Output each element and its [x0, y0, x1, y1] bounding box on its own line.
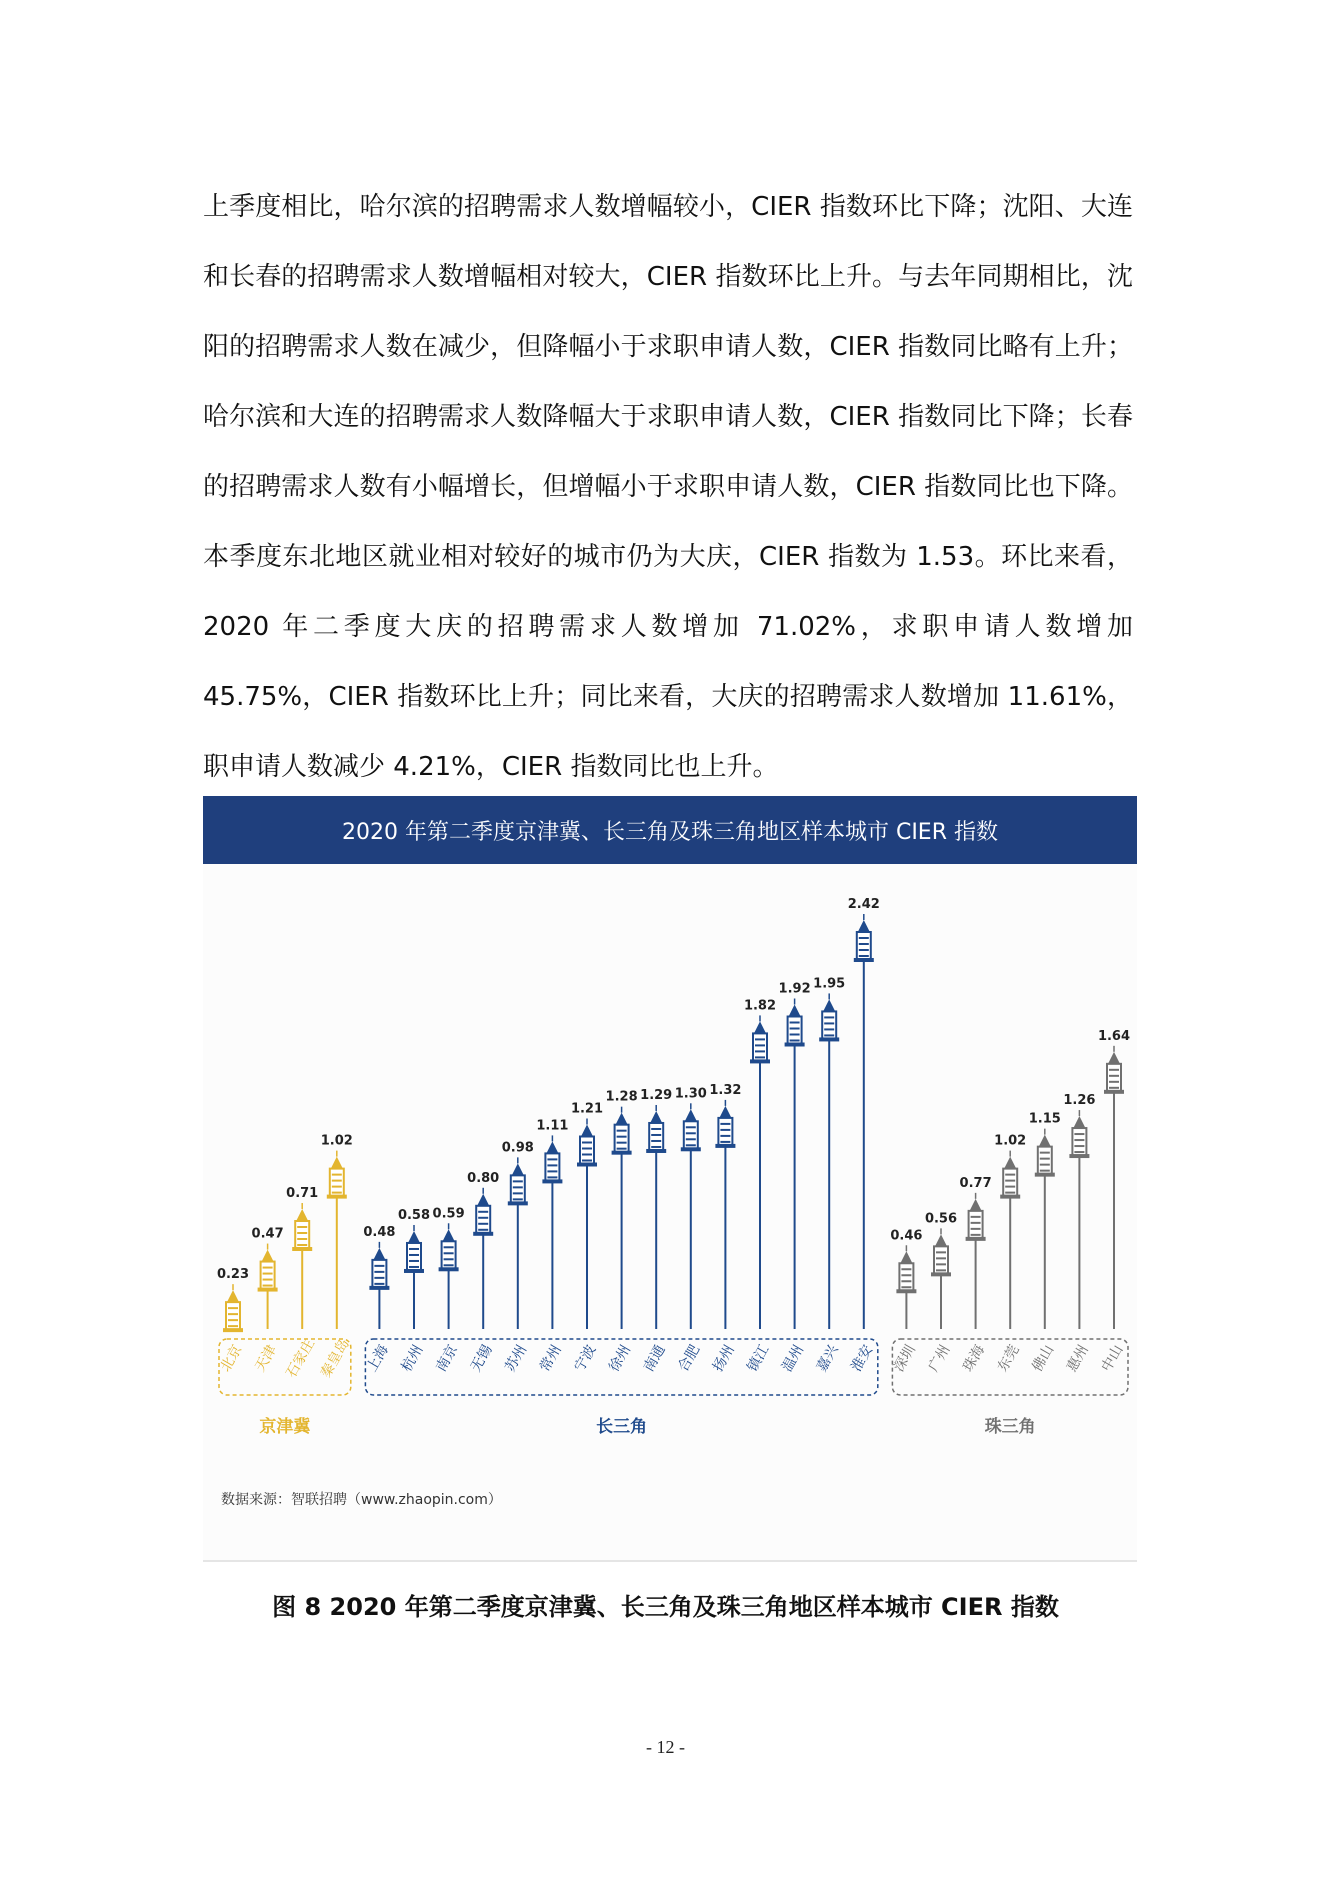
bar-base	[646, 1149, 666, 1153]
bar-base	[292, 1247, 312, 1251]
category-label: 常州	[537, 1342, 565, 1375]
value-label: 0.46	[890, 1228, 923, 1244]
page-number: - 12 -	[646, 1737, 685, 1757]
bar-base	[966, 1237, 986, 1241]
category-label: 广州	[925, 1342, 954, 1375]
bar-base	[258, 1288, 278, 1292]
value-label: 1.28	[605, 1089, 638, 1105]
value-label: 1.02	[994, 1133, 1027, 1149]
bar-base	[542, 1179, 562, 1183]
category-label: 徐州	[606, 1342, 635, 1375]
group-label: 长三角	[596, 1417, 648, 1437]
bar-base	[750, 1059, 770, 1063]
bar-base	[854, 958, 874, 962]
bar-base	[1000, 1195, 1020, 1199]
body-paragraph	[203, 172, 1133, 802]
value-label: 1.92	[778, 981, 811, 997]
bar-base	[223, 1328, 243, 1332]
bar-base	[715, 1144, 735, 1148]
value-label: 0.59	[432, 1206, 465, 1222]
category-label: 惠州	[1064, 1342, 1092, 1375]
value-label: 1.64	[1097, 1028, 1131, 1044]
category-label: 中山	[1098, 1342, 1127, 1375]
category-label: 东莞	[994, 1342, 1023, 1375]
bar-base	[1035, 1173, 1055, 1177]
bar-base	[369, 1286, 389, 1290]
figure-caption: 图 8 2020 年第二季度京津冀、长三角及珠三角地区样本城市 CIER 指数	[272, 1593, 1059, 1621]
bar-base	[404, 1269, 424, 1273]
bar-base	[439, 1267, 459, 1271]
category-label: 镇江	[744, 1342, 773, 1375]
value-label: 0.23	[216, 1267, 250, 1283]
category-label: 杭州	[398, 1342, 427, 1375]
value-label: 1.02	[320, 1133, 353, 1149]
value-label: 1.95	[813, 976, 846, 992]
bar-base	[577, 1163, 597, 1167]
value-label: 1.82	[743, 998, 777, 1014]
category-label: 佛山	[1029, 1342, 1058, 1375]
value-label: 0.80	[467, 1170, 500, 1186]
category-label: 石家庄	[283, 1336, 319, 1381]
value-label: 1.15	[1028, 1111, 1061, 1127]
source-note: 数据来源：智联招聘（www.zhaopin.com）	[221, 1492, 502, 1508]
category-label: 秦皇岛	[317, 1336, 353, 1381]
value-label: 1.30	[674, 1086, 707, 1102]
category-label: 珠海	[960, 1342, 989, 1375]
category-label: 苏州	[502, 1342, 531, 1375]
cier-chart	[203, 796, 1137, 1568]
category-label: 嘉兴	[813, 1342, 842, 1375]
bar-base	[1104, 1090, 1124, 1094]
bar-base	[819, 1037, 839, 1041]
bar-base	[896, 1289, 916, 1293]
value-label: 1.21	[570, 1101, 604, 1117]
chart-figure	[203, 796, 1137, 1568]
bar-base	[785, 1043, 805, 1047]
value-label: 1.26	[1063, 1093, 1096, 1109]
category-label: 合肥	[675, 1342, 704, 1375]
value-label: 0.56	[924, 1211, 958, 1227]
bar-base	[931, 1272, 951, 1276]
group-label: 珠三角	[984, 1417, 1036, 1437]
category-label: 淮安	[848, 1342, 877, 1375]
bar-base	[473, 1232, 493, 1236]
bar-base	[508, 1201, 528, 1205]
value-label: 2.42	[847, 897, 880, 912]
value-label: 0.77	[959, 1175, 992, 1191]
value-label: 1.32	[709, 1082, 742, 1098]
category-label: 天津	[252, 1342, 281, 1375]
category-label: 宁波	[571, 1342, 600, 1375]
value-label: 0.98	[501, 1140, 534, 1156]
category-label: 深圳	[891, 1342, 919, 1375]
category-label: 南京	[433, 1342, 462, 1375]
value-label: 0.48	[363, 1224, 396, 1240]
value-label: 0.47	[251, 1226, 284, 1242]
group-label: 京津冀	[259, 1417, 311, 1437]
value-label: 0.71	[286, 1186, 319, 1202]
bar-base	[681, 1147, 701, 1151]
category-label: 扬州	[710, 1342, 738, 1375]
value-label: 0.58	[397, 1207, 431, 1223]
bar-base	[327, 1195, 347, 1199]
category-label: 上海	[364, 1342, 392, 1375]
category-label: 温州	[779, 1342, 808, 1375]
body-text: 上季度相比，哈尔滨的招聘需求人数增幅较小，CIER 指数环比下降；沈阳、大连和长春的招聘需求人数增幅相对较大，CIER 指数环比上升。与去年同期相比，沈阳的招聘需求人数在减少，但降幅小于求职申请人数，CIER 指数同比略有上升；哈尔滨和大连的招聘需求人数降幅大于求职申请人数，CIER 指数同比下降；长春的招聘需求人数有小幅增长，但增幅小于求职申请人数，CIER 指数同比也下降。本季度东北地区就业相对较好的城市仍为大庆，CIER 指数为 1.53。环比来看，2020 年二季度大庆的招聘需求人数增加 71.02%，求职申请人数增加 45.75%，CIER 指数环比上升；同比来看，大庆的招聘需求人数增加 11.61%，职申请人数减少 4.21%，CIER 指数同比也上升。	[203, 192, 1133, 782]
category-label: 北京	[217, 1342, 246, 1375]
bar-base	[612, 1151, 632, 1155]
category-label: 南通	[640, 1342, 669, 1375]
value-label: 1.11	[536, 1118, 569, 1134]
chart-background	[203, 864, 1137, 1561]
chart-title: 2020 年第二季度京津冀、长三角及珠三角地区样本城市 CIER 指数	[203, 796, 1137, 864]
category-label: 无锡	[467, 1342, 496, 1375]
value-label: 1.29	[640, 1087, 673, 1103]
bar-base	[1069, 1154, 1089, 1158]
